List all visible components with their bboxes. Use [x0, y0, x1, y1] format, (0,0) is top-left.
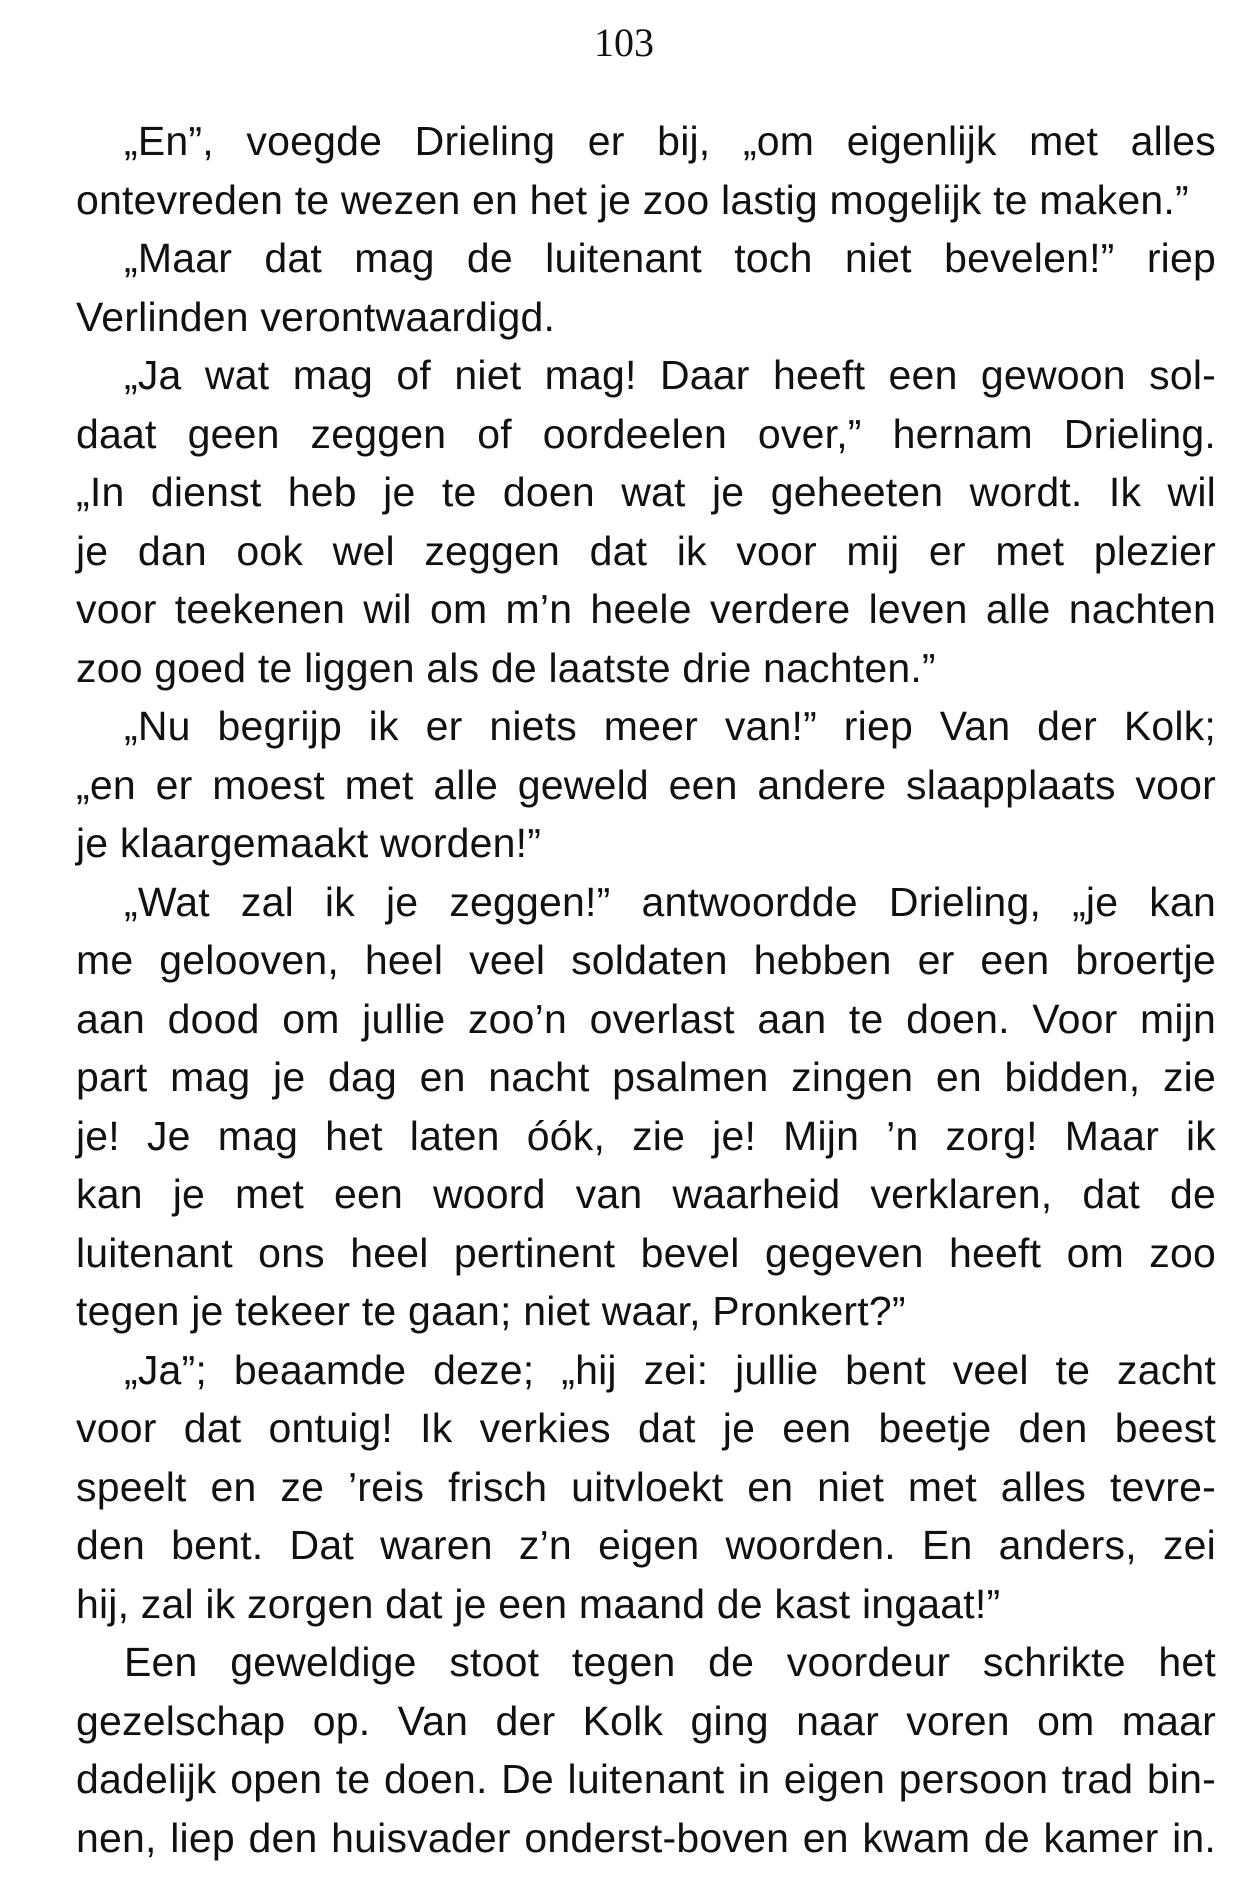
text-line: voor teekenen wil om m’n heele verdere leven alle nachten: [76, 586, 1216, 632]
text-line: je! Je mag het laten óók, zie je! Mijn ’n zorg! Maar ik: [76, 1112, 1216, 1159]
text-line: „In dienst heb je te doen wat je geheeten wordt. Ik wil: [76, 469, 1216, 515]
text-line: „Wat zal ik je zeggen!” antwoordde Drieling, „je kan: [124, 878, 1216, 925]
text-line: je dan ook wel zeggen dat ik voor mij er met plezier: [76, 527, 1216, 574]
text-line: gezelschap op. Van der Kolk ging naar voren om maar: [76, 1697, 1216, 1744]
text-line: speelt en ze ’reis frisch uitvloekt en niet met alles tevre-: [76, 1463, 1216, 1510]
text-line: „En”, voegde Drieling er bij, „om eigenlijk met alles: [124, 118, 1216, 164]
text-line: tegen je tekeer te gaan; niet waar, Pronkert?”: [76, 1288, 906, 1334]
text-line: luitenant ons heel pertinent bevel gegeven heeft om zoo: [76, 1229, 1216, 1276]
text-line: daat geen zeggen of oordeelen over,” hernam Drieling.: [76, 410, 1216, 457]
text-line: zoo goed te liggen als de laatste drie nachten.”: [76, 644, 936, 691]
text-line: part mag je dag en nacht psalmen zingen en bidden, zie: [76, 1054, 1216, 1100]
text-line: nen, liep den huisvader onderst-boven en kwam de kamer in.: [76, 1814, 1216, 1861]
text-line: Verlinden verontwaardigd.: [76, 293, 556, 340]
text-line: Een geweldige stoot tegen de voordeur schrikte het: [124, 1639, 1216, 1685]
text-line: je klaargemaakt worden!”: [76, 820, 542, 866]
text-line: aan dood om jullie zoo’n overlast aan te doen. Voor mijn: [76, 995, 1216, 1042]
text-line: dadelijk open te doen. De luitenant in eigen persoon trad bin-: [76, 1756, 1216, 1802]
text-line: ontevreden te wezen en het je zoo lastig mogelijk te maken.”: [76, 176, 1189, 223]
text-line: „Maar dat mag de luitenant toch niet bevelen!” riep: [124, 235, 1216, 281]
text-line: kan je met een woord van waarheid verklaren, dat de: [76, 1171, 1216, 1217]
text-line: „Nu begrijp ik er niets meer van!” riep Van der Kolk;: [124, 703, 1216, 749]
text-line: den bent. Dat waren z’n eigen woorden. En anders, zei: [76, 1522, 1216, 1568]
text-line: me gelooven, heel veel soldaten hebben er een broertje: [76, 937, 1216, 983]
body-text: [76, 112, 1216, 1867]
text-line: „Ja wat mag of niet mag! Daar heeft een gewoon sol-: [124, 352, 1216, 398]
page-number: 103: [594, 20, 654, 65]
text-line: „en er moest met alle geweld een andere slaapplaats voor: [76, 761, 1216, 808]
text-line: voor dat ontuig! Ik verkies dat je een beetje den beest: [76, 1405, 1216, 1451]
text-line: hij, zal ik zorgen dat je een maand de kast ingaat!”: [76, 1580, 1001, 1627]
text-line: „Ja”; beaamde deze; „hij zei: jullie bent veel te zacht: [124, 1346, 1216, 1393]
